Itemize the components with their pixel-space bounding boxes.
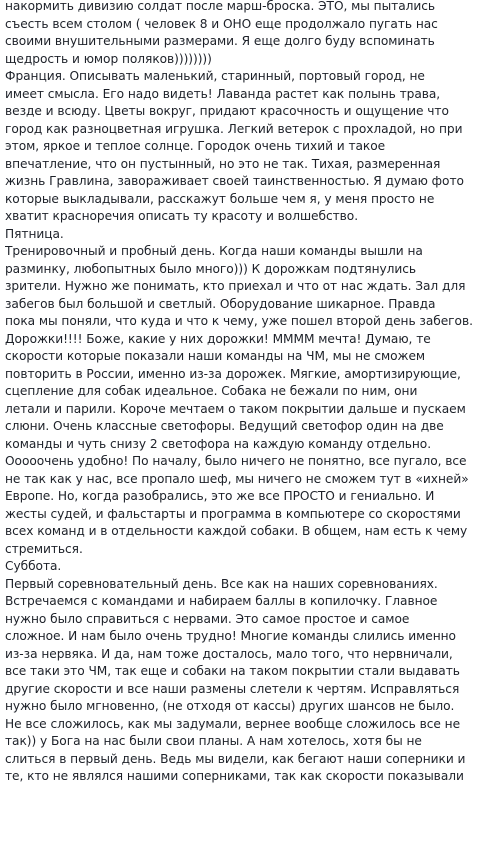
text-line: жизнь Гравлина, завораживает своей таинственностью. Я думаю фото xyxy=(5,174,464,188)
text-line: Европе. Но, когда разобрались, это же все ПРОСТО и гениально. И xyxy=(5,489,435,503)
text-line: Встречаемся с командами и набираем баллы в копилочку. Главное xyxy=(5,594,438,608)
paragraph-saturday xyxy=(5,576,493,786)
text-line: Ооооочень удобно! По началу, было ничего не понятно, все пугало, все xyxy=(5,454,467,468)
text-line: слюни. Очень классные светофоры. Ведущий светофор один на две xyxy=(5,419,444,433)
text-line: Пятница. xyxy=(5,226,64,241)
text-line: Первый соревновательный день. Все как на наших соревнованиях. xyxy=(5,576,438,591)
post-text xyxy=(5,0,493,786)
text-line: накормить дивизию солдат после марш-броска. ЭТО, мы пытались xyxy=(5,0,436,13)
text-line: этом, яркое и теплое солнце. Городок очень тихий и такое xyxy=(5,139,386,153)
text-line: пока мы поняли, что куда и что к чему, уже пошел второй день забегов. xyxy=(5,314,473,328)
paragraph-friday-heading xyxy=(5,226,493,244)
text-line: жесты судей, и фальстарты и программа в компьютере со скоростями xyxy=(5,506,461,521)
text-line: сложное. И нам было очень трудно! Многие команды слились именно xyxy=(5,629,456,643)
text-line: стремиться. xyxy=(5,541,83,556)
text-line: всех команд и в отдельности каждой собаки. В общем, нам есть к чему xyxy=(5,524,468,538)
text-line: Дорожки!!!! Боже, какие у них дорожки! ММММ мечта! Думаю, те xyxy=(5,331,431,346)
text-line: сцепление для собак идеальное. Собака не бежали по ним, они xyxy=(5,384,418,398)
text-line: повторить в России, именно из-за дорожек. Мягкие, амортизирующие, xyxy=(5,366,461,381)
text-line: Не все сложилось, как мы задумали, вернее вообще сложилось все не xyxy=(5,716,461,731)
text-line: из-за нервяка. И да, нам тоже досталось, мало того, что нервничали, xyxy=(5,646,453,661)
text-line: щедрость и юмор поляков)))))))) xyxy=(5,51,212,66)
text-line: город как разноцветная игрушка. Легкий ветерок с прохладой, но при xyxy=(5,121,463,136)
text-line: не так как у нас, все пропало шеф, мы ничего не сможем тут в «ихней» xyxy=(5,471,469,486)
text-line: так)) у Бога на нас были свои планы. А нам хотелось, хотя бы не xyxy=(5,734,422,748)
text-line: нужно было мгновенно, (не отходя от кассы) других шансов не было. xyxy=(5,699,455,713)
text-line: везде и всюду. Цветы вокруг, придают красочность и ощущение что xyxy=(5,104,449,118)
paragraph-saturday-heading xyxy=(5,558,493,576)
text-line: команды и чуть снизу 2 светофора на каждую команду отдельно. xyxy=(5,436,432,451)
text-line: съесть всем столом ( человек 8 и ОНО еще продолжало пугать нас xyxy=(5,16,438,31)
text-line: хватит красноречия описать ту красоту и волшебство. xyxy=(5,209,359,223)
text-line: другие скорости и все наши размены слетели к чертям. Исправляться xyxy=(5,681,460,696)
text-line: Суббота. xyxy=(5,559,62,573)
text-line: нужно было справиться с нервами. Это самое простое и самое xyxy=(5,611,410,626)
text-line: своими внушительными размерами. Я еще долго буду вспоминать xyxy=(5,34,435,48)
text-line: слиться в первый день. Ведь мы видели, как бегают наши соперники и xyxy=(5,751,466,766)
text-line: имеет смысла. Его надо видеть! Лаванда растет как полынь трава, xyxy=(5,86,441,101)
text-line: скорости которые показали наши команды на ЧМ, мы не сможем xyxy=(5,349,426,363)
text-line: Франция. Описывать маленький, старинный, портовый город, не xyxy=(5,69,425,83)
text-line: зрители. Нужно же понимать, кто приехал и что от нас ждать. Зал для xyxy=(5,279,466,293)
paragraph-friday xyxy=(5,243,493,558)
text-line: Тренировочный и пробный день. Когда наши команды вышли на xyxy=(5,244,423,258)
text-line: те, кто не являлся нашими соперниками, так как скорости показывали xyxy=(5,769,464,783)
text-line: все таки это ЧМ, так еще и собаки на таком покрытии стали выдавать xyxy=(5,664,460,678)
text-line: забегов был большой и светлый. Оборудование шикарное. Правда xyxy=(5,296,436,311)
text-line: летали и парили. Короче мечтаем о таком покрытии дальше и пускаем xyxy=(5,401,466,416)
text-line: которые выкладывали, расскажут больше чем я, у меня просто не xyxy=(5,191,435,206)
text-line: впечатление, что он пустынный, но это не так. Тихая, размеренная xyxy=(5,156,441,171)
paragraph-intro-end xyxy=(5,0,493,68)
paragraph-france xyxy=(5,68,493,226)
text-line: разминку, любопытных было много))) К дорожкам подтянулись xyxy=(5,261,417,276)
